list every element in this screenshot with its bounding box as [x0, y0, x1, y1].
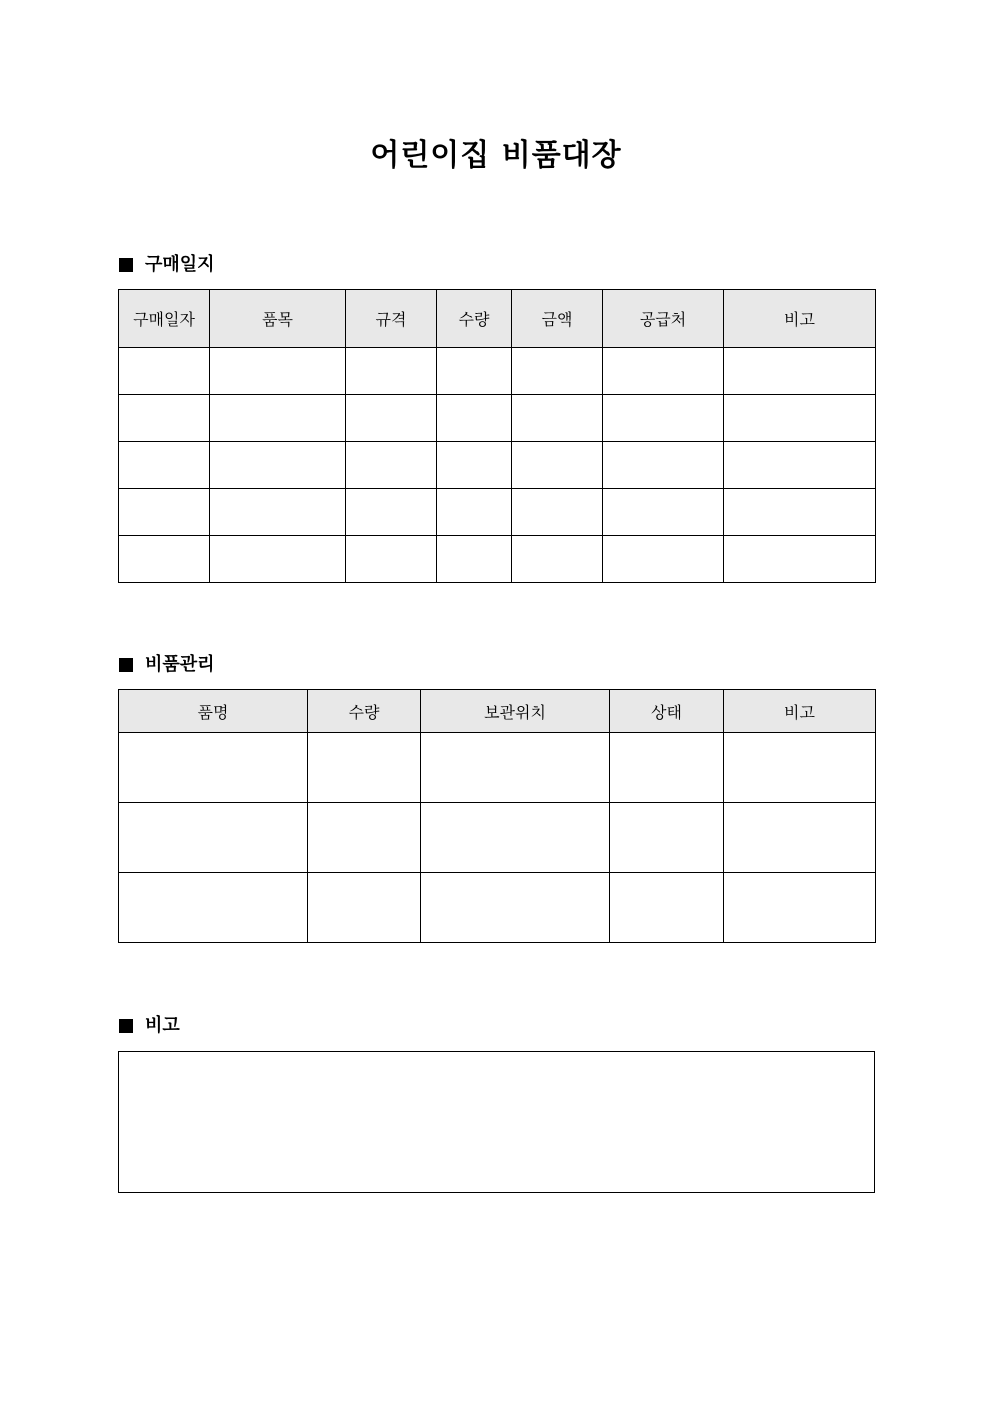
table-cell[interactable] — [724, 442, 876, 489]
column-header-quantity: 수량 — [308, 690, 421, 733]
table-cell[interactable] — [421, 733, 610, 803]
table-row — [119, 489, 876, 536]
table-cell[interactable] — [119, 536, 210, 583]
table-cell[interactable] — [724, 395, 876, 442]
column-header-spec: 규격 — [346, 290, 437, 348]
column-header-amount: 금액 — [512, 290, 603, 348]
square-bullet-icon — [119, 1019, 133, 1033]
square-bullet-icon — [119, 658, 133, 672]
table-row — [119, 873, 876, 943]
section-heading-label: 구매일지 — [145, 254, 215, 275]
table-cell[interactable] — [512, 536, 603, 583]
column-header-condition: 상태 — [610, 690, 724, 733]
table-cell[interactable] — [512, 348, 603, 395]
table-cell[interactable] — [724, 803, 876, 873]
table-cell[interactable] — [210, 536, 346, 583]
table-cell[interactable] — [724, 489, 876, 536]
table-cell[interactable] — [346, 442, 437, 489]
column-header-remarks: 비고 — [724, 290, 876, 348]
table-row — [119, 733, 876, 803]
table-cell[interactable] — [724, 873, 876, 943]
table-cell[interactable] — [308, 733, 421, 803]
table-cell[interactable] — [346, 489, 437, 536]
table-cell[interactable] — [610, 803, 724, 873]
table-cell[interactable] — [308, 873, 421, 943]
table-cell[interactable] — [437, 395, 512, 442]
section-heading-label: 비고 — [145, 1015, 180, 1036]
table-cell[interactable] — [210, 442, 346, 489]
column-header-remarks: 비고 — [724, 690, 876, 733]
square-bullet-icon — [119, 258, 133, 272]
table-cell[interactable] — [437, 536, 512, 583]
section-heading-supplies-management — [119, 653, 215, 677]
table-cell[interactable] — [119, 442, 210, 489]
table-cell[interactable] — [512, 489, 603, 536]
table-cell[interactable] — [421, 873, 610, 943]
table-header-row — [119, 690, 876, 733]
table-cell[interactable] — [210, 348, 346, 395]
remarks-box[interactable] — [118, 1051, 875, 1193]
table-cell[interactable] — [119, 489, 210, 536]
section-heading-label: 비품관리 — [145, 654, 215, 675]
table-cell[interactable] — [724, 348, 876, 395]
table-cell[interactable] — [119, 733, 308, 803]
table-row — [119, 803, 876, 873]
table-cell[interactable] — [437, 442, 512, 489]
supplies-management-table — [118, 689, 876, 943]
table-cell[interactable] — [119, 803, 308, 873]
table-row — [119, 348, 876, 395]
table-cell[interactable] — [210, 395, 346, 442]
table-row — [119, 395, 876, 442]
table-cell[interactable] — [346, 348, 437, 395]
table-cell[interactable] — [346, 536, 437, 583]
table-cell[interactable] — [603, 536, 724, 583]
table-cell[interactable] — [437, 348, 512, 395]
table-row — [119, 442, 876, 489]
column-header-purchase-date: 구매일자 — [119, 290, 210, 348]
table-cell[interactable] — [603, 348, 724, 395]
table-cell[interactable] — [119, 395, 210, 442]
table-cell[interactable] — [119, 873, 308, 943]
table-cell[interactable] — [512, 442, 603, 489]
table-cell[interactable] — [308, 803, 421, 873]
table-cell[interactable] — [421, 803, 610, 873]
table-row — [119, 536, 876, 583]
table-cell[interactable] — [119, 348, 210, 395]
table-cell[interactable] — [210, 489, 346, 536]
table-cell[interactable] — [724, 733, 876, 803]
table-cell[interactable] — [603, 489, 724, 536]
section-heading-remarks — [119, 1014, 180, 1038]
table-header-row — [119, 290, 876, 348]
section-heading-purchase-log — [119, 253, 215, 277]
column-header-item-name: 품명 — [119, 690, 308, 733]
table-cell[interactable] — [437, 489, 512, 536]
table-cell[interactable] — [610, 873, 724, 943]
document-title: 어린이집 비품대장 — [370, 138, 622, 173]
column-header-quantity: 수량 — [437, 290, 512, 348]
purchase-log-table — [118, 289, 876, 583]
column-header-storage-location: 보관위치 — [421, 690, 610, 733]
table-cell[interactable] — [603, 442, 724, 489]
table-cell[interactable] — [603, 395, 724, 442]
table-cell[interactable] — [512, 395, 603, 442]
table-cell[interactable] — [724, 536, 876, 583]
table-cell[interactable] — [610, 733, 724, 803]
column-header-item: 품목 — [210, 290, 346, 348]
table-cell[interactable] — [346, 395, 437, 442]
column-header-supplier: 공급처 — [603, 290, 724, 348]
